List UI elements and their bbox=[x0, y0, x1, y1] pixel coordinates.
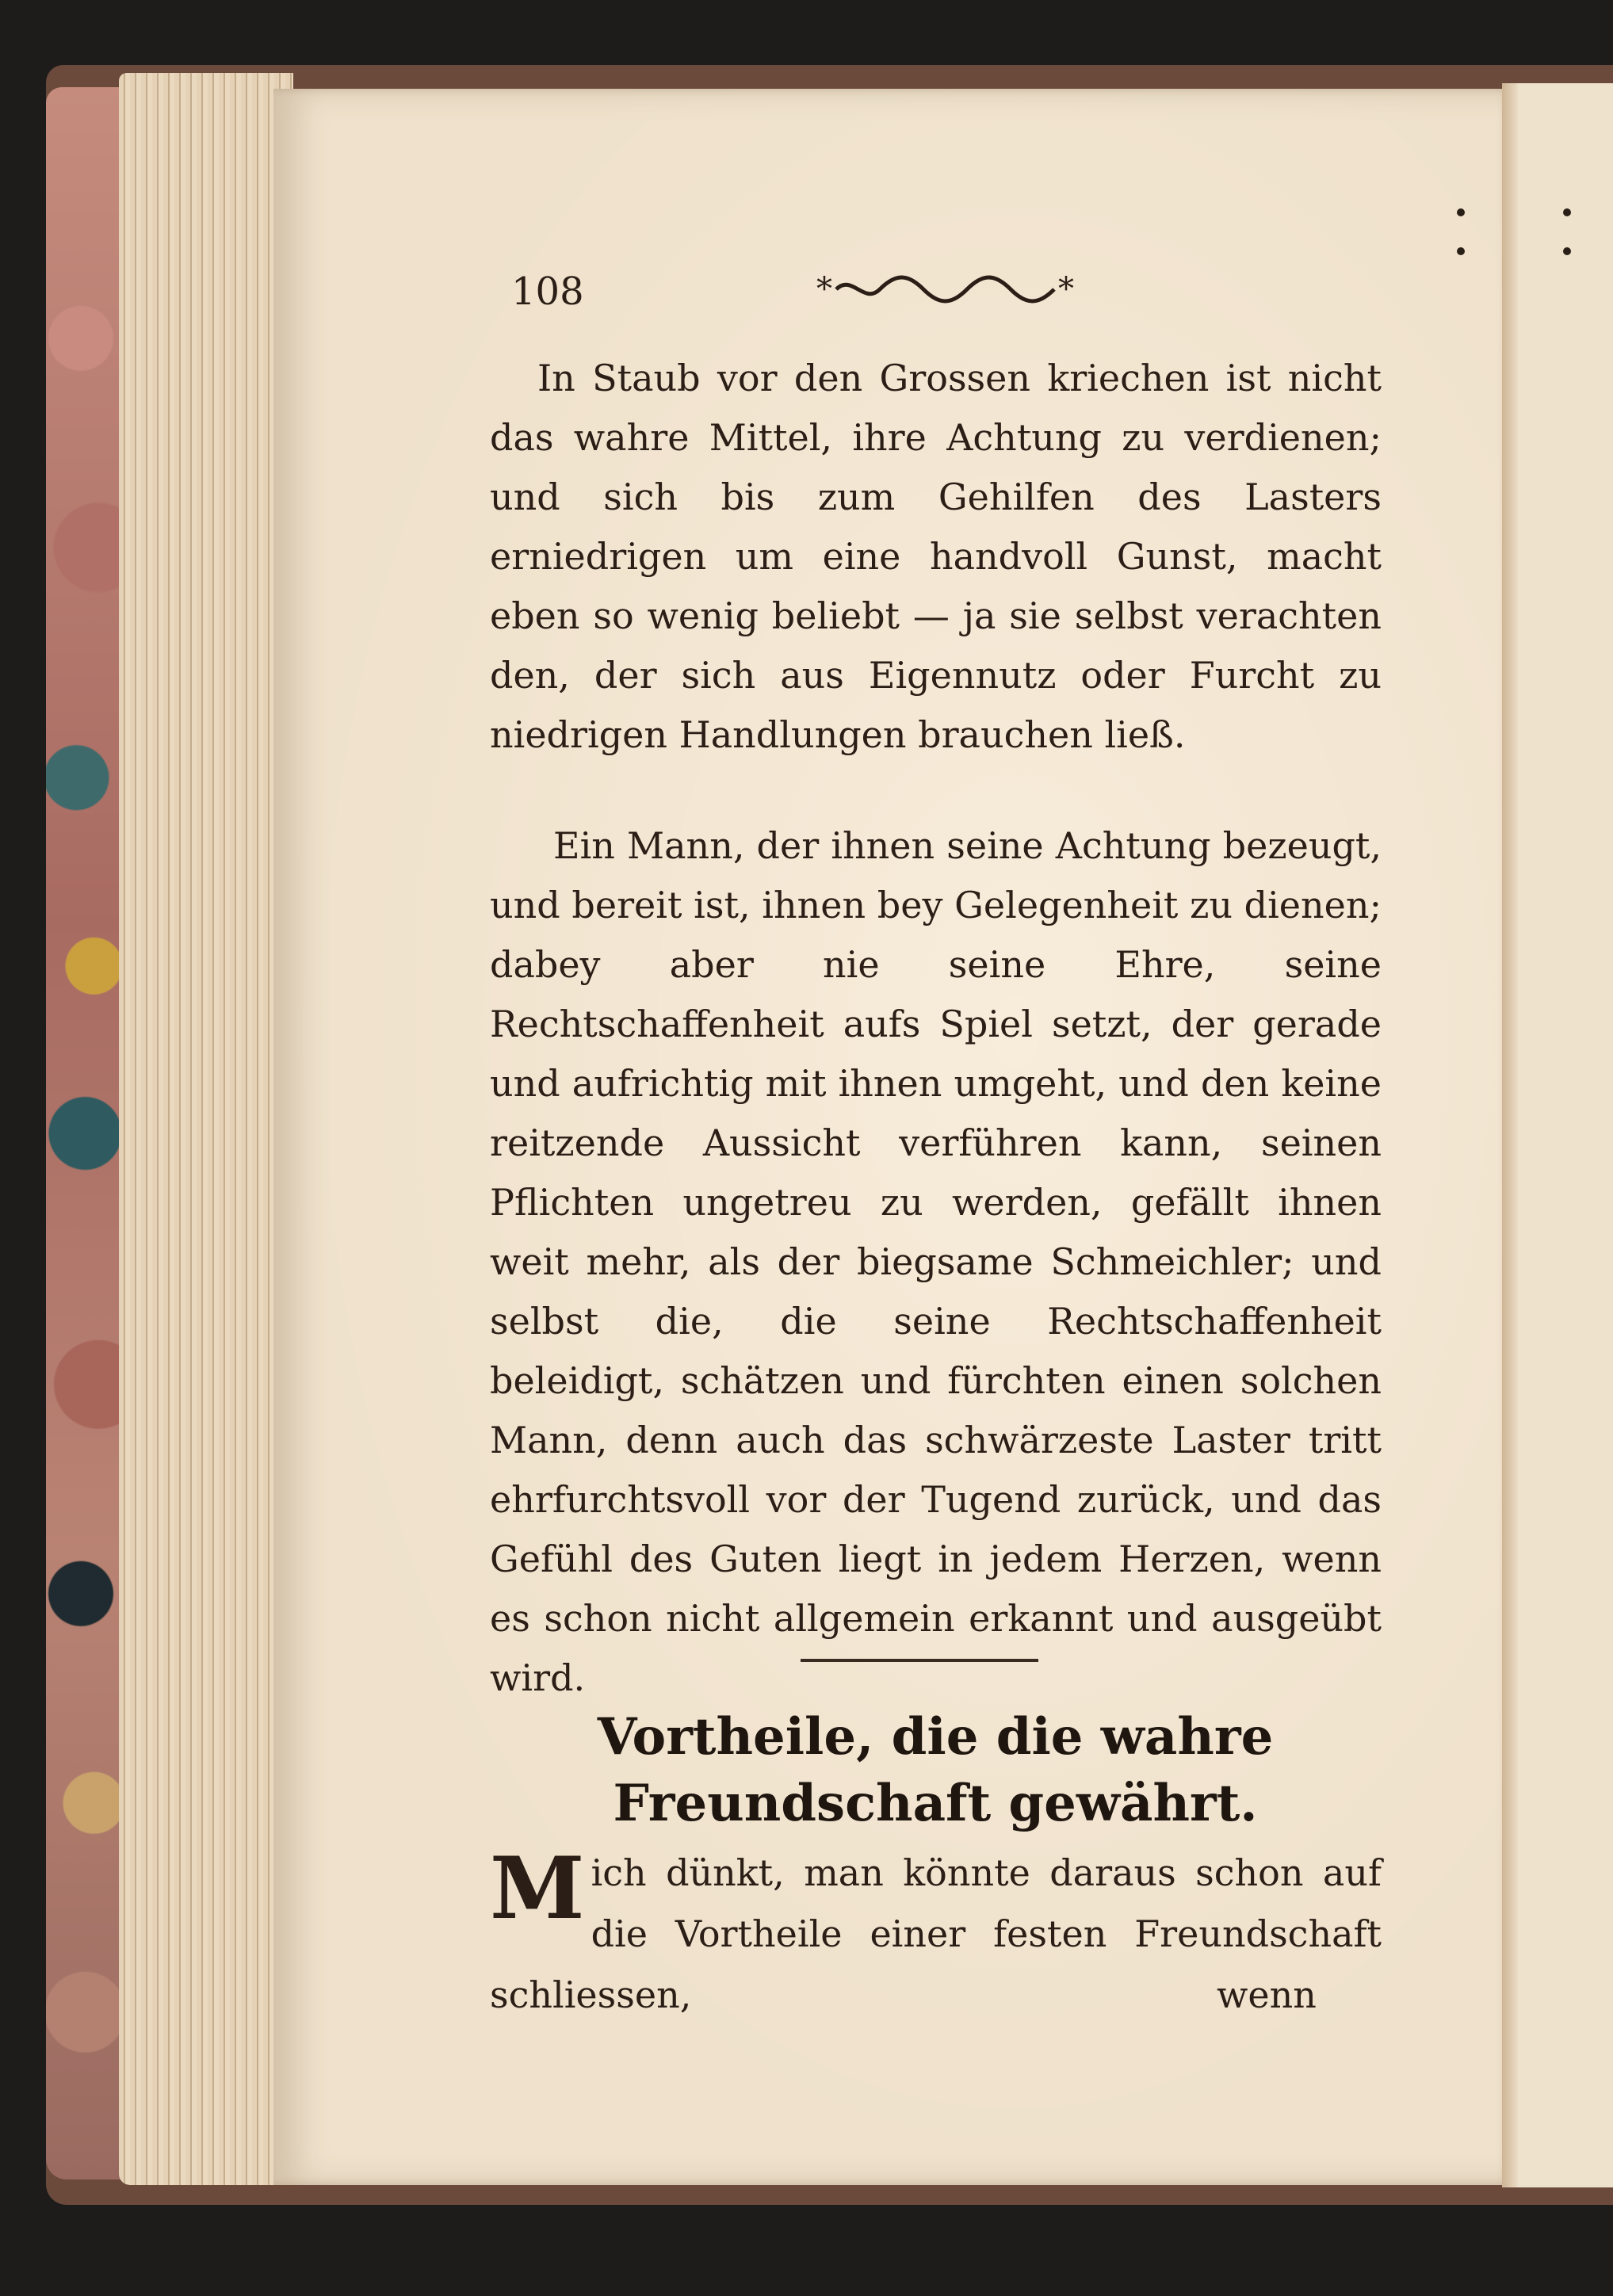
paragraph-1: In Staub vor den Grossen kriechen ist nicht das wahre Mittel, ihre Achtung zu verdienen; und sich bis zum Gehilfen des Lasters erniedrigen um eine handvoll Gunst, macht eben so wenig beliebt — ja sie selbst verachten den, der sich aus Eigennutz oder Furcht zu niedrigen Handlungen brauchen ließ. bbox=[490, 357, 1382, 756]
catchword: wenn bbox=[1217, 1973, 1317, 2016]
ink-speck bbox=[1563, 247, 1571, 255]
section-heading: Vortheile, die die wahre Freundschaft gewährt. bbox=[597, 1707, 1274, 1833]
svg-text:*: * bbox=[1058, 271, 1074, 308]
page-edges bbox=[119, 73, 293, 2185]
section-divider bbox=[801, 1659, 1038, 1662]
drop-cap: M bbox=[490, 1839, 585, 1939]
ink-speck bbox=[1563, 208, 1571, 216]
facing-page bbox=[1518, 83, 1613, 2187]
page-number: 108 bbox=[511, 269, 584, 314]
paragraph-3-text: ich dünkt, man könnte daraus schon auf die Vortheile einer festen Freundschaft schliessen, bbox=[490, 1851, 1382, 2016]
ink-speck bbox=[1457, 208, 1465, 216]
svg-text:*: * bbox=[816, 271, 832, 308]
paragraph-2: Ein Mann, der ihnen seine Achtung bezeugt, und bereit ist, ihnen bey Gelegenheit zu dienen; dabey aber nie seine Ehre, seine Rechtschaffenheit aufs Spiel setzt, der gerade und aufrichtig mit ihnen umgeht, und den keine reitzende Aussicht verführen kann, seinen Pflichten ungetreu zu werden, gefällt ihnen weit mehr, als der biegsame Schmeichler; und selbst die, die seine Rechtschaffenheit beleidigt, schätzen und fürchten einen solchen Mann, denn auch das schwärzeste Laster tritt ehrfurchtsvoll vor der Tugend zurück, und das Gefühl des Guten liegt in jedem Herzen, wenn es schon nicht allgemein erkannt und ausgeübt wird. bbox=[490, 824, 1382, 1699]
ink-speck bbox=[1457, 247, 1465, 255]
header-ornament bbox=[816, 269, 1078, 309]
